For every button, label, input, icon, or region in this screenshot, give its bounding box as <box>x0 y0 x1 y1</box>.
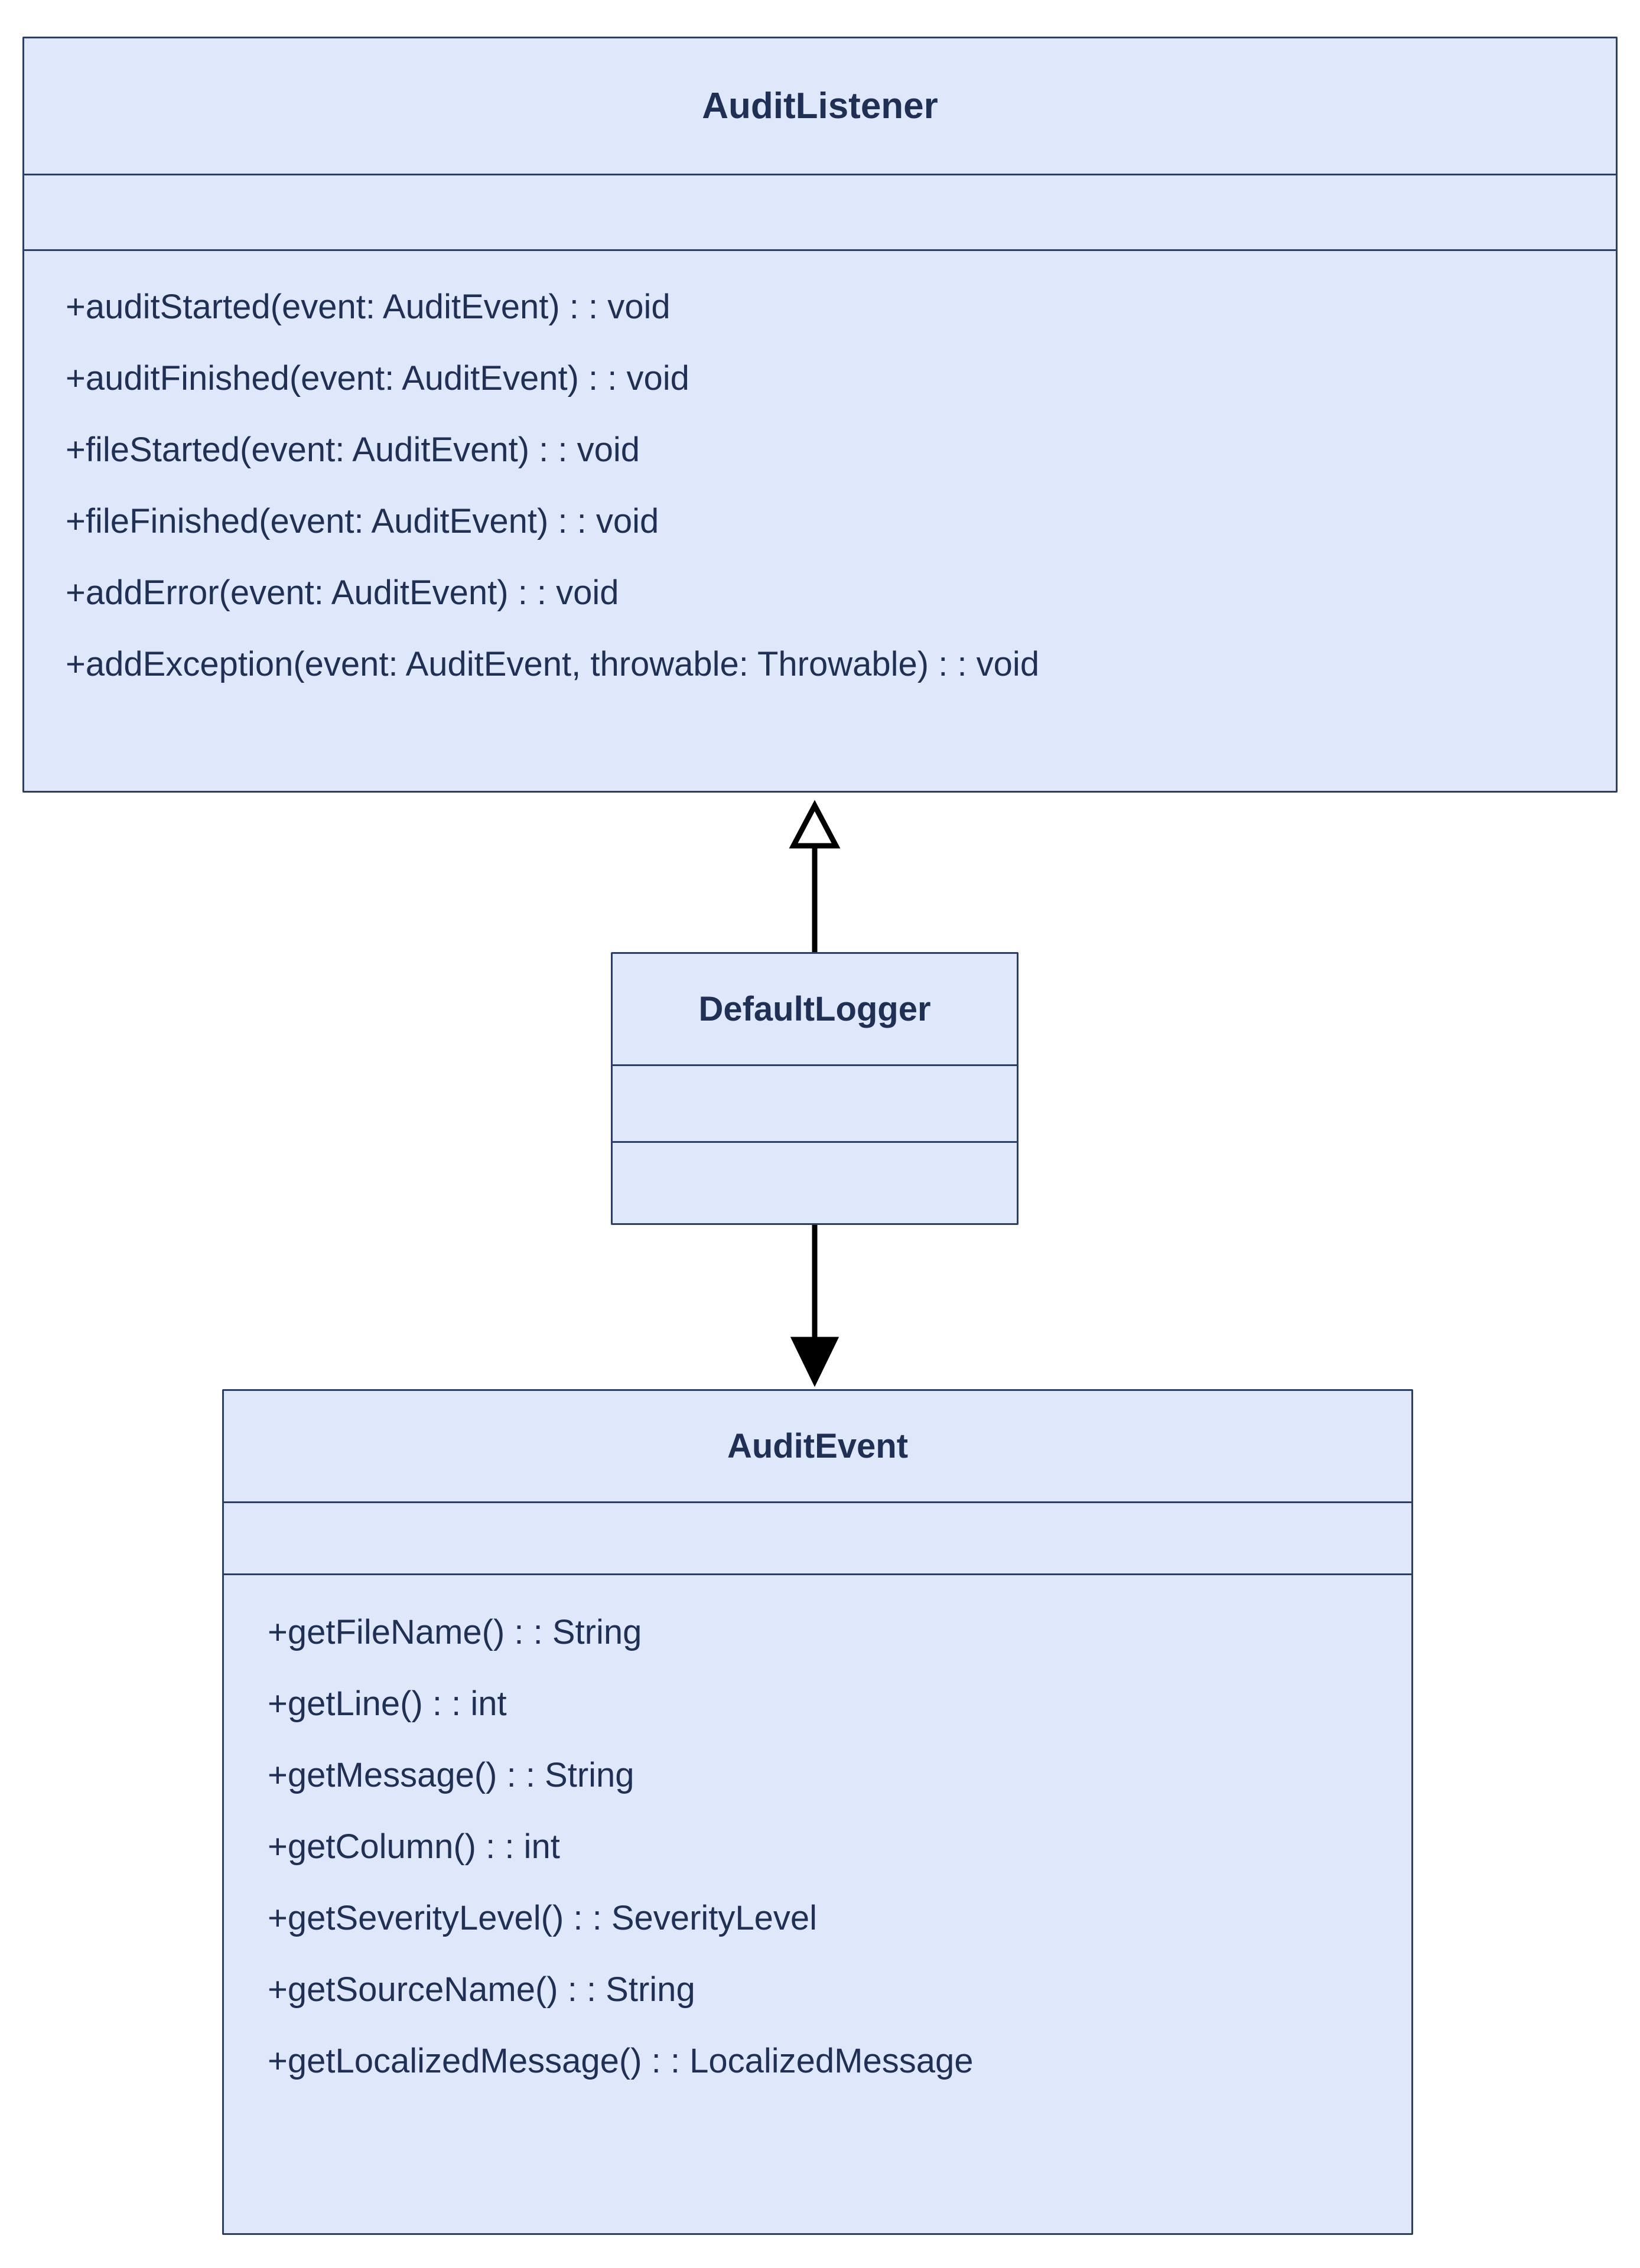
class-attributes-auditlistener <box>24 175 1616 251</box>
class-methods-auditlistener <box>24 251 1616 716</box>
class-methods-auditevent <box>224 1575 1411 2113</box>
method-row: +fileStarted(event: AuditEvent) : : void <box>66 431 640 469</box>
edge-defaultlogger-to-auditlistener <box>793 806 836 952</box>
class-attributes-auditevent <box>224 1503 1411 1575</box>
method-row: +getLocalizedMessage() : : LocalizedMessage <box>268 2042 974 2080</box>
method-row: +getColumn() : : int <box>268 1827 560 1866</box>
method-row: +getSourceName() : : String <box>268 1970 695 2009</box>
uml-class-auditevent[interactable] <box>222 1389 1413 2235</box>
method-row: +addException(event: AuditEvent, throwable: Throwable) : : void <box>66 645 1040 683</box>
edge-defaultlogger-to-auditevent <box>795 1225 835 1381</box>
method-row: +fileFinished(event: AuditEvent) : : void <box>66 502 659 540</box>
uml-class-defaultlogger[interactable] <box>611 952 1019 1225</box>
class-title-auditevent: AuditEvent <box>224 1391 1411 1503</box>
class-attributes-defaultlogger <box>613 1066 1017 1143</box>
class-title-defaultlogger: DefaultLogger <box>613 954 1017 1066</box>
class-title-auditlistener: AuditListener <box>24 38 1616 175</box>
method-row: +auditStarted(event: AuditEvent) : : void <box>66 288 671 326</box>
method-row: +getLine() : : int <box>268 1684 507 1723</box>
method-row: +auditFinished(event: AuditEvent) : : void <box>66 359 689 397</box>
method-row: +getSeverityLevel() : : SeverityLevel <box>268 1899 818 1937</box>
uml-class-auditlistener[interactable] <box>22 37 1618 793</box>
method-row: +getMessage() : : String <box>268 1756 634 1794</box>
method-row: +getFileName() : : String <box>268 1613 642 1651</box>
class-methods-defaultlogger <box>613 1143 1017 1220</box>
method-row: +addError(event: AuditEvent) : : void <box>66 573 619 612</box>
